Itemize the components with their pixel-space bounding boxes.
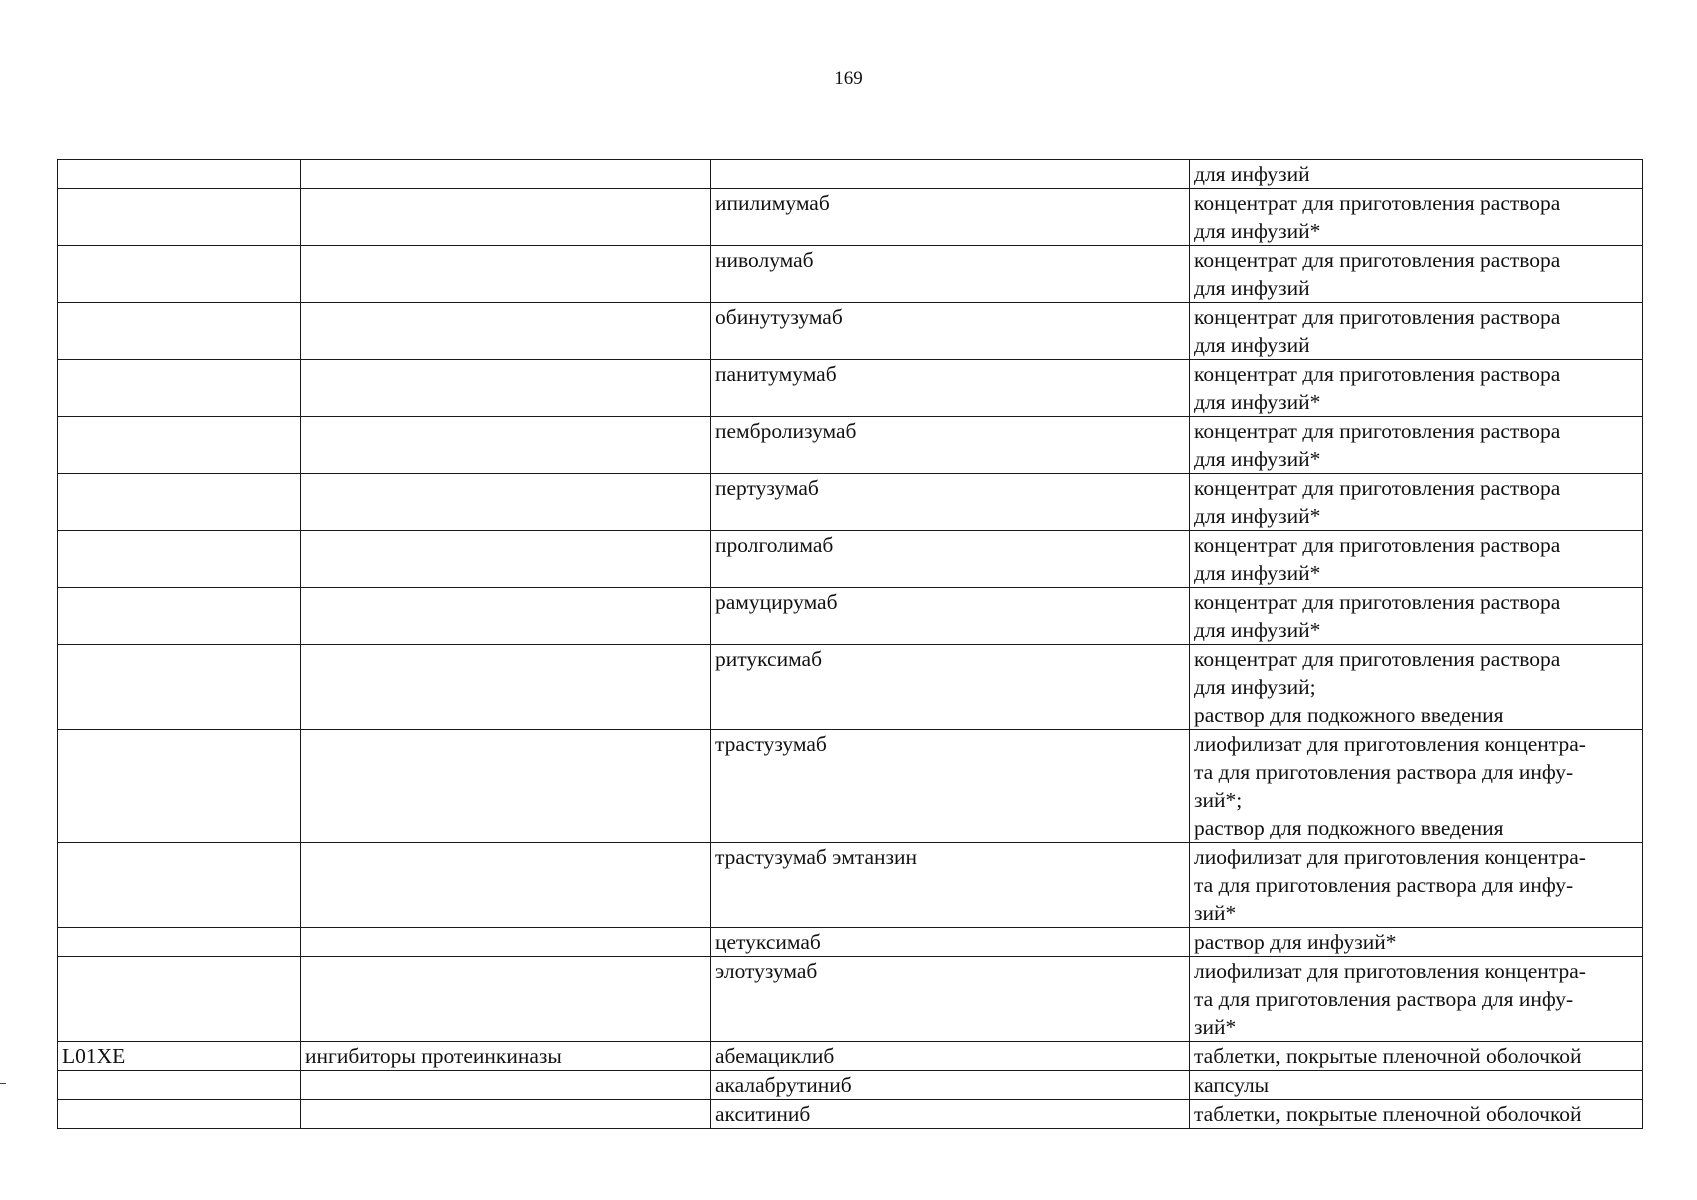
drug-name-cell: элотузумаб [711,957,1190,1042]
drug-name-cell [711,160,1190,189]
drug-table [57,159,1643,1129]
dosage-form-cell: концентрат для приготовления раствора для инфузий* [1190,474,1643,531]
atc-code-cell [58,1100,301,1129]
drug-name-cell: трастузумаб [711,730,1190,843]
atc-code-cell [58,189,301,246]
drug-name-cell: трастузумаб эмтанзин [711,843,1190,928]
atc-code-cell [58,730,301,843]
pharmacological-group-cell [301,645,711,730]
pharmacological-group-cell [301,417,711,474]
atc-code-cell [58,417,301,474]
atc-code-cell [58,588,301,645]
pharmacological-group-cell [301,160,711,189]
pharmacological-group-cell [301,957,711,1042]
drug-table-container [57,159,1642,1129]
dosage-form-cell: таблетки, покрытые пленочной оболочкой [1190,1042,1643,1071]
atc-code-cell [58,1071,301,1100]
table-row [58,928,1643,957]
pharmacological-group-cell [301,189,711,246]
atc-code-cell [58,360,301,417]
table-row [58,303,1643,360]
drug-name-cell: панитумумаб [711,360,1190,417]
dosage-form-cell: концентрат для приготовления раствора для инфузий [1190,246,1643,303]
atc-code-cell [58,843,301,928]
pharmacological-group-cell [301,246,711,303]
pharmacological-group-cell [301,474,711,531]
drug-name-cell: абемациклиб [711,1042,1190,1071]
pharmacological-group-cell [301,1071,711,1100]
dosage-form-cell: концентрат для приготовления раствора для инфузий [1190,303,1643,360]
table-row [58,360,1643,417]
dosage-form-cell: для инфузий [1190,160,1643,189]
table-row [58,843,1643,928]
dosage-form-cell: лиофилизат для приготовления концентра- та для приготовления раствора для инфу- зий* [1190,843,1643,928]
table-row [58,588,1643,645]
pharmacological-group-cell [301,928,711,957]
table-row [58,957,1643,1042]
pharmacological-group-cell [301,303,711,360]
atc-code-cell [58,474,301,531]
table-row [58,645,1643,730]
atc-code-cell: L01XE [58,1042,301,1071]
drug-name-cell: пертузумаб [711,474,1190,531]
pharmacological-group-cell [301,360,711,417]
atc-code-cell [58,303,301,360]
drug-name-cell: пембролизумаб [711,417,1190,474]
dosage-form-cell: лиофилизат для приготовления концентра- та для приготовления раствора для инфу- зий*; раствор для подкожного введения [1190,730,1643,843]
dosage-form-cell: концентрат для приготовления раствора для инфузий* [1190,360,1643,417]
pharmacological-group-cell [301,1100,711,1129]
pharmacological-group-cell [301,843,711,928]
drug-name-cell: ритуксимаб [711,645,1190,730]
dosage-form-cell: концентрат для приготовления раствора для инфузий* [1190,417,1643,474]
table-row [58,417,1643,474]
drug-name-cell: ипилимумаб [711,189,1190,246]
pharmacological-group-cell [301,531,711,588]
table-row [58,730,1643,843]
table-row [58,1071,1643,1100]
atc-code-cell [58,928,301,957]
atc-code-cell [58,957,301,1042]
atc-code-cell [58,246,301,303]
drug-name-cell: цетуксимаб [711,928,1190,957]
page-number: 169 [834,68,863,89]
pharmacological-group-cell [301,730,711,843]
drug-table-body [58,160,1643,1129]
drug-name-cell: акситиниб [711,1100,1190,1129]
atc-code-cell [58,160,301,189]
table-row [58,474,1643,531]
dosage-form-cell: концентрат для приготовления раствора для инфузий* [1190,189,1643,246]
dosage-form-cell: таблетки, покрытые пленочной оболочкой [1190,1100,1643,1129]
drug-name-cell: ниволумаб [711,246,1190,303]
drug-name-cell: обинутузумаб [711,303,1190,360]
dosage-form-cell: концентрат для приготовления раствора для инфузий* [1190,588,1643,645]
scan-margin-mark [0,1083,6,1084]
atc-code-cell [58,645,301,730]
dosage-form-cell: раствор для инфузий* [1190,928,1643,957]
pharmacological-group-cell [301,588,711,645]
dosage-form-cell: концентрат для приготовления раствора для инфузий; раствор для подкожного введения [1190,645,1643,730]
atc-code-cell [58,531,301,588]
table-row [58,246,1643,303]
dosage-form-cell: концентрат для приготовления раствора для инфузий* [1190,531,1643,588]
drug-name-cell: пролголимаб [711,531,1190,588]
drug-name-cell: рамуцирумаб [711,588,1190,645]
table-row [58,531,1643,588]
table-row [58,189,1643,246]
pharmacological-group-cell: ингибиторы протеинкиназы [301,1042,711,1071]
dosage-form-cell: лиофилизат для приготовления концентра- та для приготовления раствора для инфу- зий* [1190,957,1643,1042]
table-row [58,160,1643,189]
dosage-form-cell: капсулы [1190,1071,1643,1100]
drug-name-cell: акалабрутиниб [711,1071,1190,1100]
table-row [58,1042,1643,1071]
table-row [58,1100,1643,1129]
